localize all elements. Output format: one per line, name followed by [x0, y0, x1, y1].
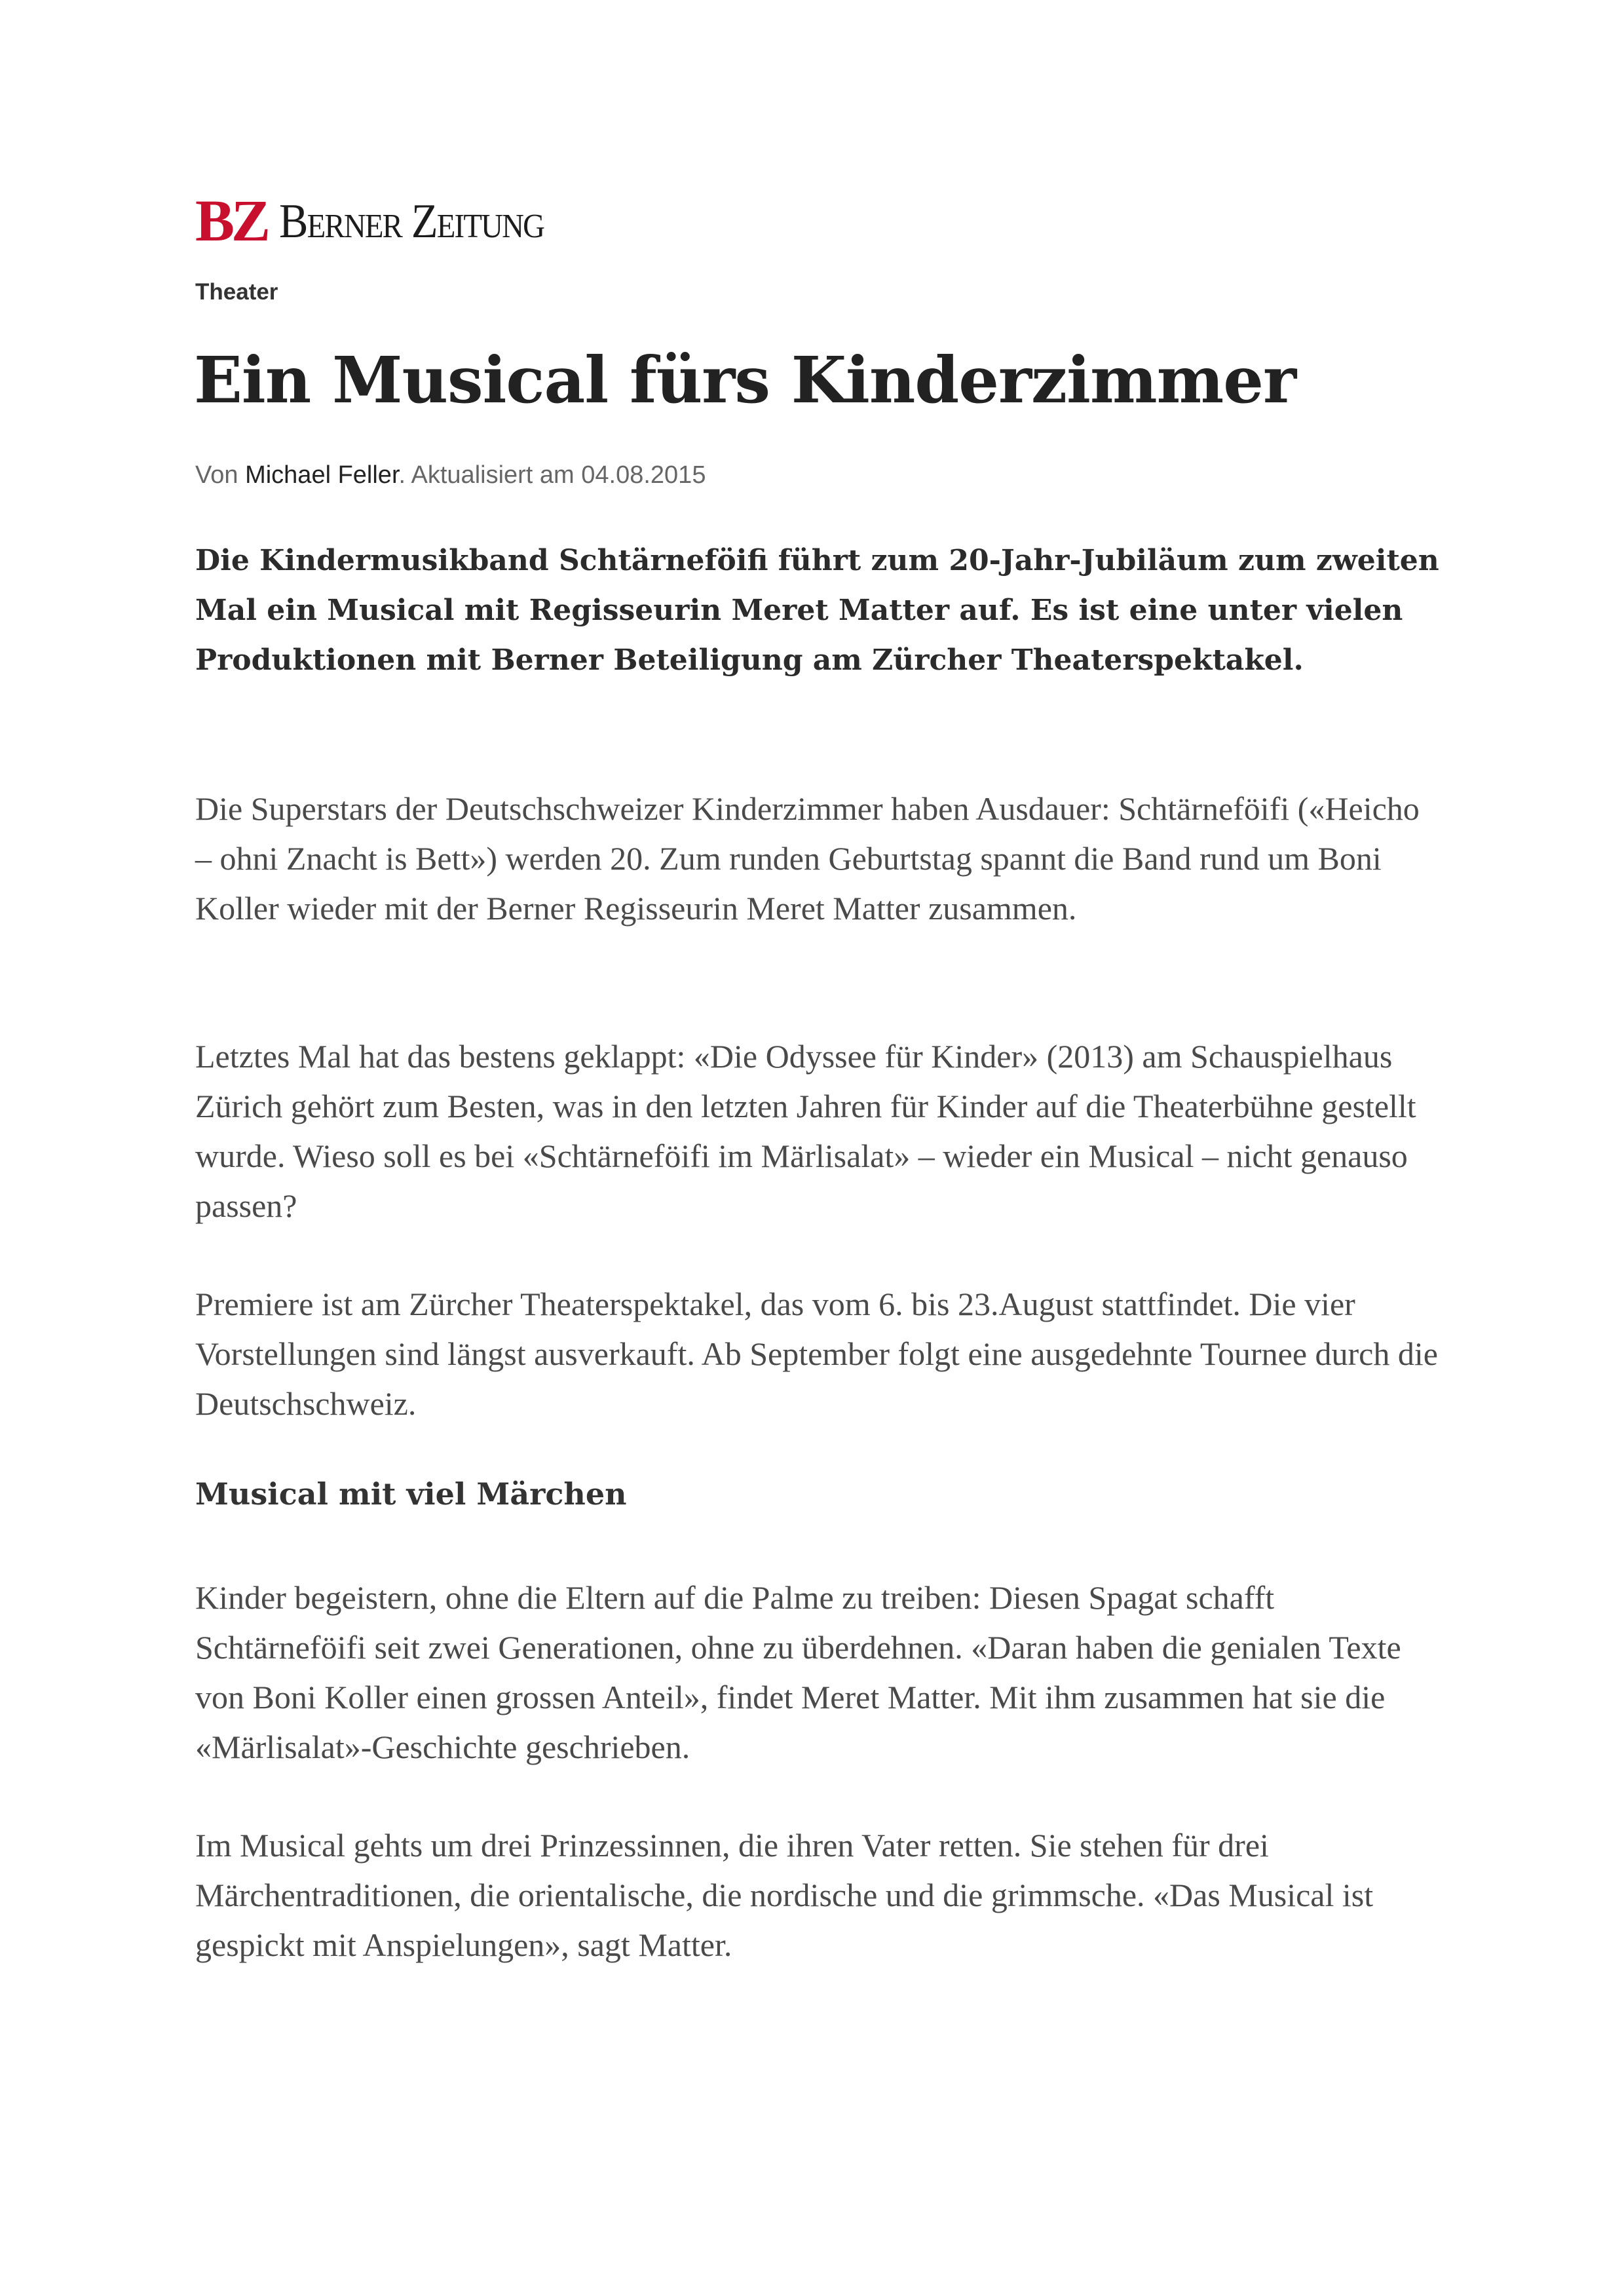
byline-updated: . Aktualisiert am 04.08.2015	[398, 461, 706, 489]
article-paragraph: Letztes Mal hat das bestens geklappt: «Die Odyssee für Kinder» (2013) am Schauspielhaus Zürich gehört zum Besten, was in den letzten Jahren für Kinder auf die Theaterbühne gestellt wurde. Wieso soll es bei «Schtärneföifi im Märlisalat» – wieder ein Musical – nicht genauso passen?	[195, 1038, 1416, 1224]
article-paragraph: Kinder begeistern, ohne die Eltern auf die Palme zu treiben: Diesen Spagat schafft Schtärneföifi seit zwei Generationen, ohne zu überdehnen. «Daran haben die genialen Texte von Boni Koller einen grossen Anteil», findet Meret Matter. Mit ihm zusammen hat sie die «Märlisalat»-Geschichte geschrieben.	[195, 1579, 1401, 1765]
byline-prefix: Von	[195, 461, 246, 489]
article-paragraph: Im Musical gehts um drei Prinzessinnen, die ihren Vater retten. Sie stehen für drei Märchentraditionen, die orientalische, die nordische und die grimmsche. «Das Musical ist gespickt mit Anspielungen», sagt Matter.	[195, 1827, 1374, 1963]
article-paragraph: Die Superstars der Deutschschweizer Kinderzimmer haben Ausdauer: Schtärneföifi («Heicho – ohni Znacht is Bett») werden 20. Zum runden Geburtstag spannt die Band rund um Boni Koller wieder mit der Berner Regisseurin Meret Matter zusammen.	[195, 790, 1420, 927]
article-rubric[interactable]: Theater	[195, 279, 278, 305]
article-headline: Ein Musical fürs Kinderzimmer	[194, 343, 1296, 417]
article-lead: Die Kindermusikband Schtärneföifi führt zum 20-Jahr-Jubiläum zum zweiten Mal ein Musical mit Regisseurin Meret Matter auf. Es ist eine unter vielen Produktionen mit Berner Beteiligung am Zürcher Theaterspektakel.	[195, 544, 1439, 677]
article-subhead: Musical mit viel Märchen	[195, 1476, 627, 1512]
article-byline	[195, 459, 706, 491]
logo-wordmark: Berner Zeitung	[279, 195, 544, 248]
logo-bz-mark: BZ	[195, 189, 268, 254]
article-paragraph: Premiere ist am Zürcher Theaterspektakel, das vom 6. bis 23.August stattfindet. Die vier Vorstellungen sind längst ausverkauft. Ab September folgt eine ausgedehnte Tournee durch die Deutschschweiz.	[195, 1286, 1438, 1422]
author-link[interactable]: Michael Feller	[245, 461, 399, 489]
masthead-logo[interactable]	[195, 189, 573, 254]
